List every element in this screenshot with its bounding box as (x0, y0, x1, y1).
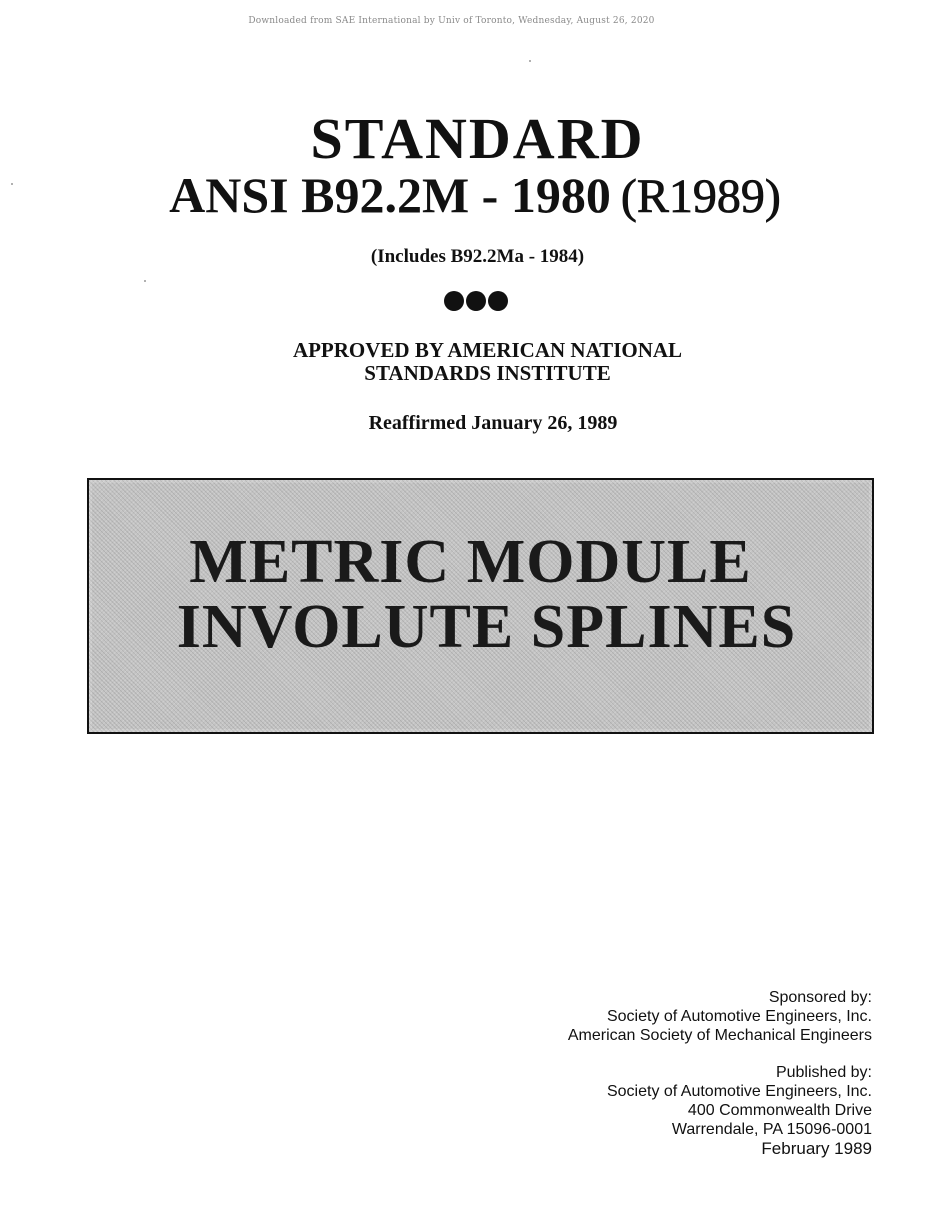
publication-date: February 1989 (761, 1139, 872, 1158)
standard-number-title (0, 167, 950, 223)
download-notice: Downloaded from SAE International by Univ of Toronto, Wednesday, August 26, 2020 (248, 16, 655, 26)
revision-label: (R1989) (620, 170, 781, 223)
standard-number: ANSI B92.2M - 1980 (169, 167, 611, 223)
banner-title-line-1: METRIC MODULE (189, 528, 752, 596)
sponsor-name: Society of Automotive Engineers, Inc. (606, 1008, 872, 1025)
approval-line-2: STANDARDS INSTITUTE (364, 361, 611, 385)
document-type-title: STANDARD (310, 106, 645, 171)
scan-speck (529, 60, 531, 62)
title-banner (87, 478, 874, 734)
approval-statement (0, 339, 950, 385)
approval-line-1: APPROVED BY AMERICAN NATIONAL (292, 338, 683, 362)
publisher-address-line-2: Warrendale, PA 15096-0001 (671, 1121, 872, 1138)
publisher-block (607, 1063, 872, 1158)
sponsors-heading: Sponsored by: (768, 989, 872, 1006)
publisher-address-line-1: 400 Commonwealth Drive (687, 1102, 872, 1119)
sponsors-block (568, 988, 872, 1045)
scan-speck (144, 280, 146, 282)
includes-note: (Includes B92.2Ma - 1984) (370, 246, 585, 267)
publisher-heading: Published by: (775, 1064, 872, 1081)
sponsor-name: American Society of Mechanical Engineers (567, 1027, 872, 1044)
separator-dots-icon (444, 291, 508, 311)
publisher-name: Society of Automotive Engineers, Inc. (606, 1083, 872, 1100)
reaffirmed-date: Reaffirmed January 26, 1989 (368, 412, 618, 434)
banner-title-line-2: INVOLUTE SPLINES (176, 593, 797, 661)
